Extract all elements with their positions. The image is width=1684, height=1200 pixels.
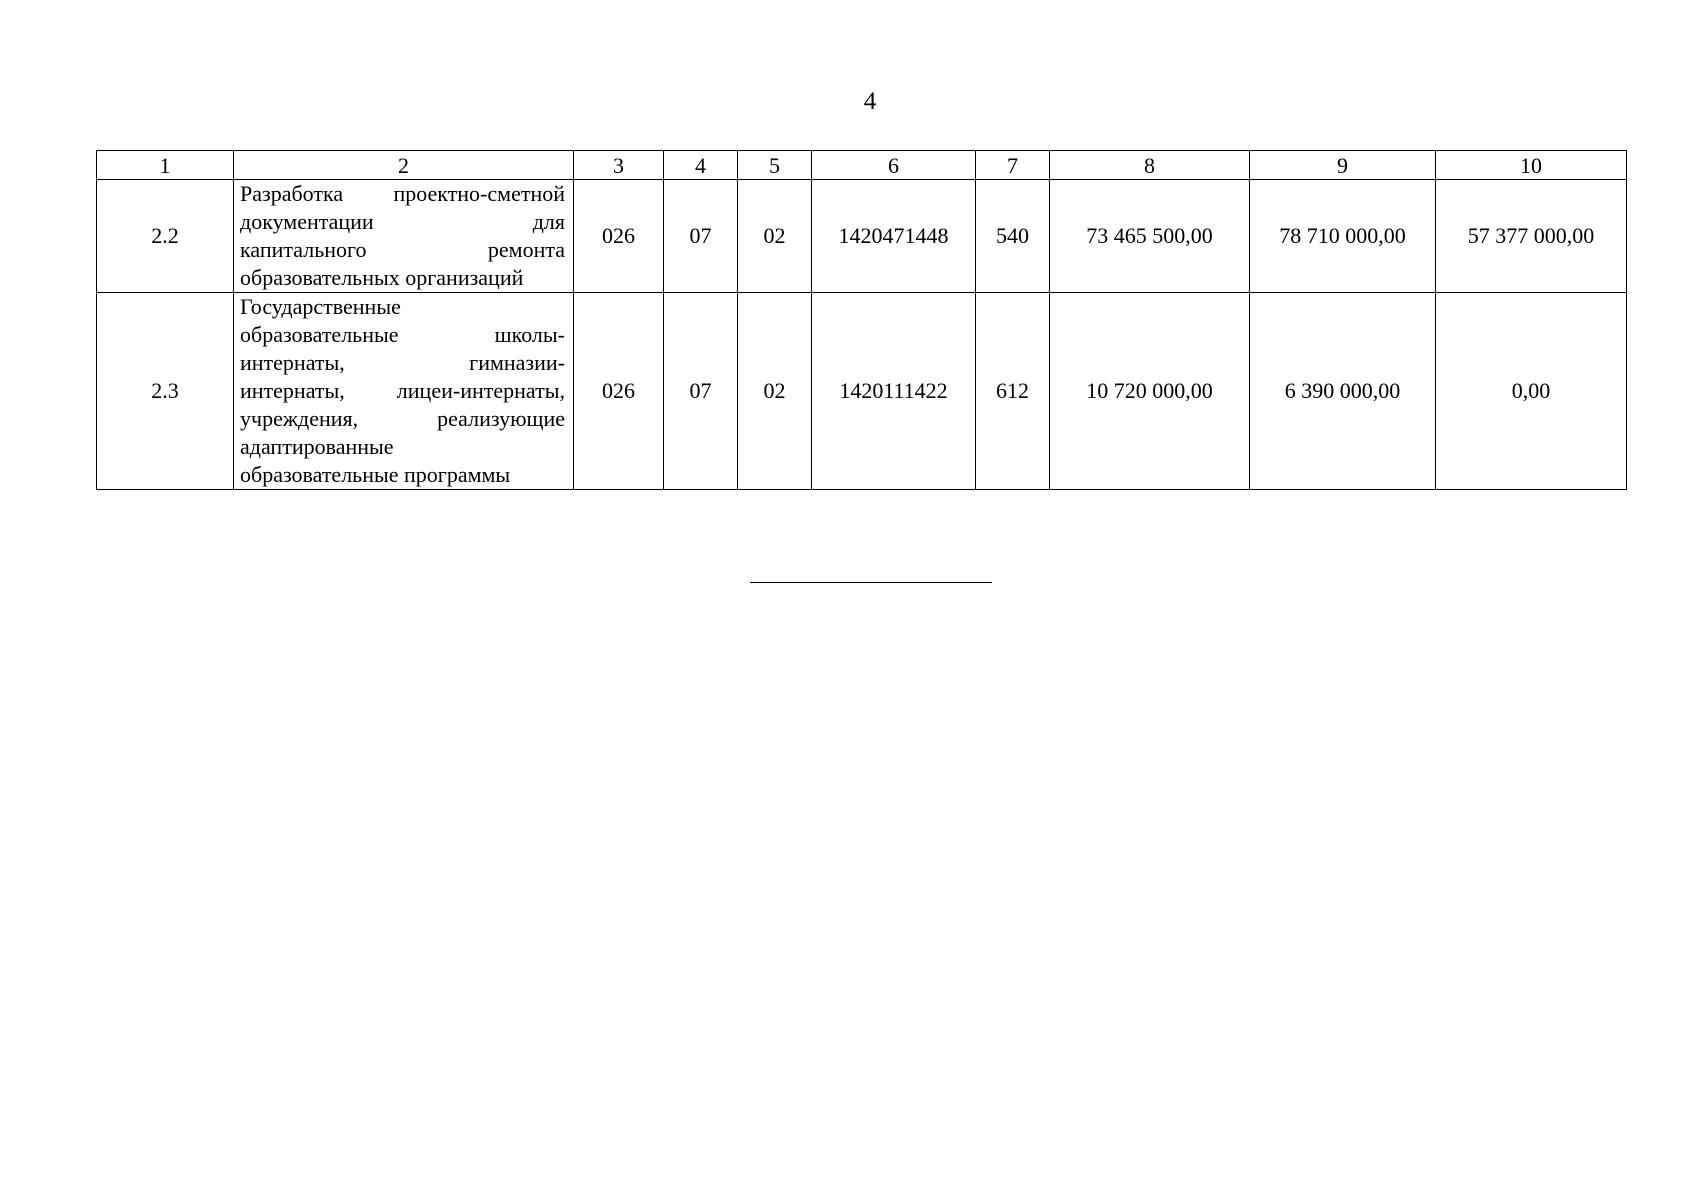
row-number-cell: 2.3 bbox=[97, 293, 234, 490]
cell-col-4: 07 bbox=[664, 293, 738, 490]
row-name-line: интернаты, гимназии- bbox=[240, 350, 565, 375]
column-header: 4 bbox=[664, 151, 738, 180]
row-name-cell bbox=[234, 180, 574, 293]
row-name-line: образовательные школы- bbox=[240, 322, 565, 347]
row-name-line: капитального ремонта bbox=[240, 237, 565, 262]
cell-col-8: 73 465 500,00 bbox=[1050, 180, 1250, 293]
table-row bbox=[97, 180, 1627, 293]
cell-col-10: 57 377 000,00 bbox=[1436, 180, 1627, 293]
cell-col-4: 07 bbox=[664, 180, 738, 293]
cell-col-7: 540 bbox=[976, 180, 1050, 293]
cell-col-3: 026 bbox=[574, 293, 664, 490]
row-name-line: Государственные bbox=[240, 294, 401, 319]
end-divider-line bbox=[750, 582, 992, 583]
page-number: 4 bbox=[863, 88, 877, 115]
column-header: 10 bbox=[1436, 151, 1627, 180]
column-header: 7 bbox=[976, 151, 1050, 180]
column-header: 5 bbox=[738, 151, 812, 180]
budget-table bbox=[96, 150, 1627, 490]
table-row bbox=[97, 293, 1627, 490]
row-name-line: учреждения, реализующие bbox=[240, 406, 565, 431]
row-name-line: документации для bbox=[240, 209, 565, 234]
row-name-line: Разработка проектно-сметной bbox=[240, 181, 565, 206]
column-header: 3 bbox=[574, 151, 664, 180]
cell-col-10: 0,00 bbox=[1436, 293, 1627, 490]
cell-col-3: 026 bbox=[574, 180, 664, 293]
column-header: 1 bbox=[97, 151, 234, 180]
cell-col-7: 612 bbox=[976, 293, 1050, 490]
row-name-cell bbox=[234, 293, 574, 490]
cell-col-5: 02 bbox=[738, 293, 812, 490]
row-name-line: образовательных организаций bbox=[240, 265, 524, 290]
column-number-row bbox=[97, 151, 1627, 180]
cell-col-9: 6 390 000,00 bbox=[1250, 293, 1436, 490]
cell-col-5: 02 bbox=[738, 180, 812, 293]
column-header: 2 bbox=[234, 151, 574, 180]
column-header: 8 bbox=[1050, 151, 1250, 180]
row-name-line: адаптированные bbox=[240, 434, 394, 459]
column-header: 6 bbox=[812, 151, 976, 180]
column-header: 9 bbox=[1250, 151, 1436, 180]
cell-col-6: 1420471448 bbox=[812, 180, 976, 293]
row-number-cell: 2.2 bbox=[97, 180, 234, 293]
cell-col-6: 1420111422 bbox=[812, 293, 976, 490]
cell-col-8: 10 720 000,00 bbox=[1050, 293, 1250, 490]
cell-col-9: 78 710 000,00 bbox=[1250, 180, 1436, 293]
row-name-line: интернаты, лицеи-интернаты, bbox=[240, 378, 565, 403]
row-name-line: образовательные программы bbox=[240, 462, 511, 487]
